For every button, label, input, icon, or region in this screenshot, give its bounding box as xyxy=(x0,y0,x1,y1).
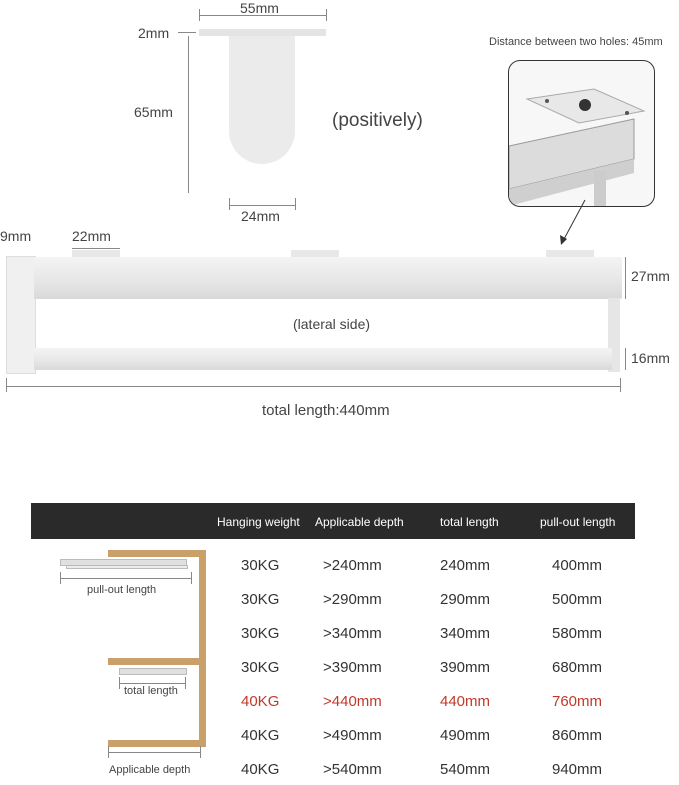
slot xyxy=(291,250,339,257)
cell-total: 290mm xyxy=(440,591,491,608)
dimension-tick xyxy=(295,198,296,210)
cell-weight: 30KG xyxy=(241,659,280,676)
cell-weight: 30KG xyxy=(241,591,280,608)
bracket-detail-illustration xyxy=(509,61,654,206)
cell-pullout: 400mm xyxy=(552,557,603,574)
end-cap xyxy=(6,256,36,374)
table-row xyxy=(0,653,679,683)
cell-total: 540mm xyxy=(440,761,491,778)
cabinet-top-board xyxy=(108,550,206,557)
dimension-tick xyxy=(200,746,201,758)
depth-dimension-line xyxy=(108,752,200,753)
rod-height-line xyxy=(625,348,626,370)
table-row xyxy=(0,755,679,785)
height-dimension-line xyxy=(188,36,189,193)
header-total-length: total length xyxy=(440,515,499,529)
dimension-tick xyxy=(620,378,621,392)
plate-thickness-label: 2mm xyxy=(138,25,170,41)
cell-depth: >390mm xyxy=(323,659,382,676)
plate-height-label: 65mm xyxy=(134,104,173,120)
cell-weight: 40KG xyxy=(241,727,280,744)
applicable-depth-label: Applicable depth xyxy=(109,764,191,776)
plate-top xyxy=(199,29,326,36)
cell-total: 490mm xyxy=(440,727,491,744)
pointer-arrow xyxy=(555,195,595,250)
rail-height-line xyxy=(625,257,626,299)
cell-depth: >240mm xyxy=(323,557,382,574)
cell-weight: 40KG xyxy=(241,761,280,778)
cell-pullout: 860mm xyxy=(552,727,603,744)
cell-pullout: 940mm xyxy=(552,761,603,778)
lateral-side-label: (lateral side) xyxy=(293,316,371,332)
retracted-slide xyxy=(119,668,187,675)
spec-table-header xyxy=(31,503,635,539)
pullout-length-label: pull-out length xyxy=(87,584,157,596)
rail-bar xyxy=(34,257,622,299)
dimension-tick xyxy=(6,378,7,392)
cell-depth: >490mm xyxy=(323,727,382,744)
cell-depth: >540mm xyxy=(323,761,382,778)
cell-depth: >440mm xyxy=(323,693,382,710)
cell-total: 390mm xyxy=(440,659,491,676)
dimension-tick xyxy=(185,677,186,689)
plate-body xyxy=(229,36,295,164)
plate-width-label: 55mm xyxy=(240,0,279,16)
pullout-dimension-line xyxy=(60,578,192,579)
slot xyxy=(72,250,120,257)
cell-pullout: 500mm xyxy=(552,591,603,608)
cell-weight: 40KG xyxy=(241,693,280,710)
rod-height-label: 16mm xyxy=(631,350,670,366)
table-row-highlighted xyxy=(0,687,679,717)
cell-weight: 30KG xyxy=(241,557,280,574)
dimension-tick xyxy=(199,9,200,21)
rail-height-label: 27mm xyxy=(631,268,670,284)
dimension-tick xyxy=(60,572,61,584)
dimension-tick xyxy=(108,746,109,758)
header-hanging-weight: Hanging weight xyxy=(217,515,300,529)
bottom-width-dimension-line xyxy=(229,205,295,206)
cell-total: 240mm xyxy=(440,557,491,574)
total-length-diagram-label: total length xyxy=(124,685,178,697)
detail-inset xyxy=(508,60,655,207)
rod-bar xyxy=(34,348,612,370)
total-length-dim-line xyxy=(119,683,185,684)
thickness-dimension-line xyxy=(178,32,196,33)
cabinet-back-board xyxy=(199,550,206,747)
header-pullout-length: pull-out length xyxy=(540,515,616,529)
slot-width-label: 22mm xyxy=(72,228,111,244)
cell-pullout: 580mm xyxy=(552,625,603,642)
positively-label: (positively) xyxy=(332,110,423,131)
dimension-tick xyxy=(191,572,192,584)
cell-depth: >340mm xyxy=(323,625,382,642)
total-length-label: total length:440mm xyxy=(262,402,390,419)
cell-pullout: 680mm xyxy=(552,659,603,676)
cabinet-middle-board xyxy=(108,658,206,665)
holes-distance-label: Distance between two holes: 45mm xyxy=(489,36,663,48)
cabinet-bottom-board xyxy=(108,740,206,747)
pullout-slide-rod xyxy=(66,565,188,569)
slot-dimension-line xyxy=(72,248,120,249)
cell-weight: 30KG xyxy=(241,625,280,642)
cell-depth: >290mm xyxy=(323,591,382,608)
cell-pullout: 760mm xyxy=(552,693,603,710)
dimension-tick xyxy=(119,677,120,689)
cell-total: 440mm xyxy=(440,693,491,710)
cell-total: 340mm xyxy=(440,625,491,642)
side-left-label: 9mm xyxy=(0,228,32,244)
dimension-tick xyxy=(229,198,230,210)
dimension-tick xyxy=(326,9,327,21)
slot xyxy=(546,250,594,257)
header-applicable-depth: Applicable depth xyxy=(315,515,404,529)
table-row xyxy=(0,619,679,649)
plate-bottom-width-label: 24mm xyxy=(241,208,280,224)
table-row xyxy=(0,721,679,751)
total-length-line xyxy=(6,386,620,387)
